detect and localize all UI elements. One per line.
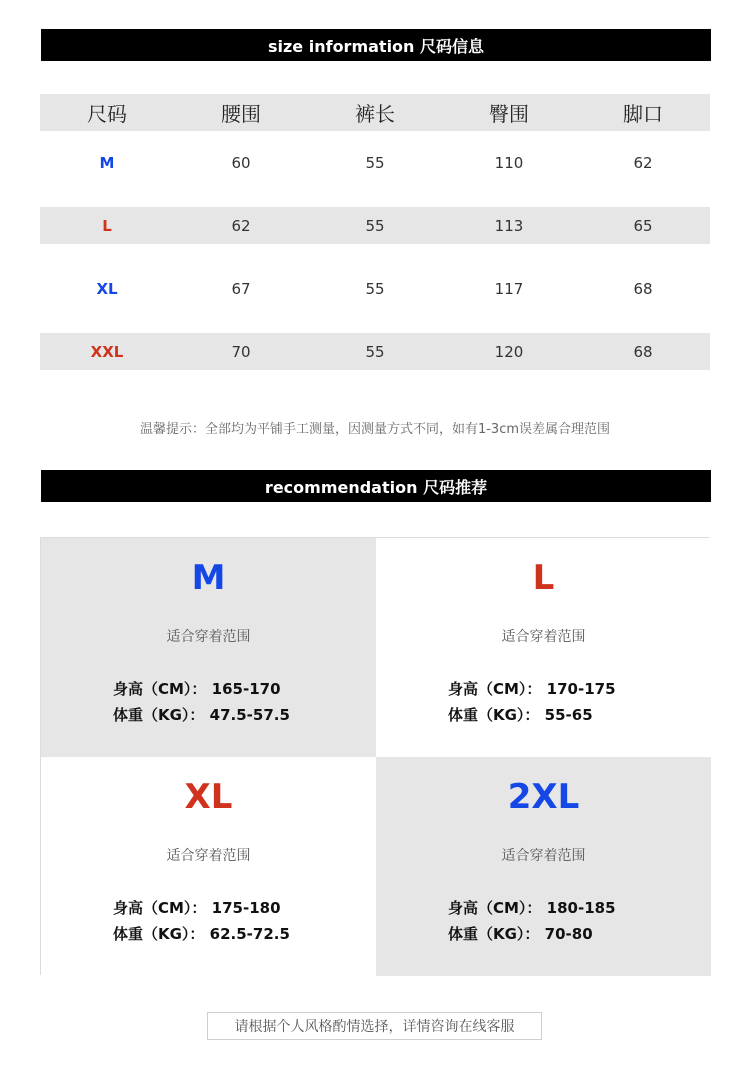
length-cell: 55 bbox=[365, 279, 385, 298]
hem-cell: 65 bbox=[633, 216, 653, 235]
waist-cell: 62 bbox=[231, 216, 251, 235]
hem-cell: 62 bbox=[633, 153, 653, 172]
card-height-range: 身高（CM）： 180-185 bbox=[448, 899, 616, 917]
card-size-label: L bbox=[532, 558, 555, 598]
recommendation-title: recommendation 尺码推荐 bbox=[264, 477, 488, 497]
header-cell-hip: 臀围 bbox=[489, 102, 529, 126]
waist-cell: 67 bbox=[231, 279, 251, 298]
table-header-row bbox=[40, 94, 710, 131]
table-row bbox=[40, 131, 710, 194]
recommend-card-xl bbox=[41, 757, 376, 976]
table-row bbox=[40, 257, 710, 320]
hip-cell: 110 bbox=[494, 153, 524, 172]
card-weight-range: 体重（KG）： 62.5-72.5 bbox=[113, 925, 290, 943]
header-cell-length: 裤长 bbox=[355, 102, 395, 126]
waist-cell: 70 bbox=[231, 342, 251, 361]
footer-advice-text: 请根据个人风格酌情选择，详情咨询在线客服 bbox=[234, 1019, 515, 1035]
length-cell: 55 bbox=[365, 342, 385, 361]
size-table bbox=[40, 94, 710, 383]
card-subtitle: 适合穿着范围 bbox=[166, 848, 251, 864]
length-cell: 55 bbox=[365, 153, 385, 172]
card-height-range: 身高（CM）： 165-170 bbox=[113, 680, 281, 698]
hip-cell: 113 bbox=[494, 216, 524, 235]
size-cell: XXL bbox=[90, 342, 124, 361]
card-height-range: 身高（CM）： 170-175 bbox=[448, 680, 616, 698]
length-cell: 55 bbox=[365, 216, 385, 235]
card-weight-range: 体重（KG）： 70-80 bbox=[448, 925, 593, 943]
size-cell: L bbox=[102, 216, 112, 235]
card-subtitle: 适合穿着范围 bbox=[501, 629, 586, 645]
table-row bbox=[40, 333, 710, 370]
hip-cell: 117 bbox=[494, 279, 524, 298]
card-weight-range: 体重（KG）： 55-65 bbox=[448, 706, 593, 724]
header-cell-waist: 腰围 bbox=[221, 102, 261, 126]
size-information-title: size information 尺码信息 bbox=[267, 36, 485, 56]
table-row bbox=[40, 207, 710, 244]
size-information-banner bbox=[41, 29, 711, 61]
hem-cell: 68 bbox=[633, 342, 653, 361]
recommend-card-l bbox=[376, 538, 711, 757]
recommend-card-2xl bbox=[376, 757, 711, 976]
recommendation-banner bbox=[41, 470, 711, 502]
card-weight-range: 体重（KG）： 47.5-57.5 bbox=[113, 706, 290, 724]
card-size-label: XL bbox=[184, 777, 233, 817]
card-size-label: 2XL bbox=[507, 777, 580, 817]
size-cell: XL bbox=[96, 279, 118, 298]
measurement-note: 温馨提示：全部均为平铺手工测量，因测量方式不同，如有1-3cm误差属合理范围 bbox=[139, 422, 611, 437]
waist-cell: 60 bbox=[231, 153, 251, 172]
card-subtitle: 适合穿着范围 bbox=[501, 848, 586, 864]
card-size-label: M bbox=[191, 558, 226, 598]
footer-advice-box bbox=[207, 1012, 542, 1040]
recommend-card-m bbox=[41, 538, 376, 757]
recommendation-grid bbox=[40, 537, 710, 975]
hip-cell: 120 bbox=[494, 342, 524, 361]
card-subtitle: 适合穿着范围 bbox=[166, 629, 251, 645]
size-cell: M bbox=[99, 153, 115, 172]
hem-cell: 68 bbox=[633, 279, 653, 298]
header-cell-hem: 脚口 bbox=[623, 102, 663, 126]
header-cell-size: 尺码 bbox=[87, 102, 127, 126]
card-height-range: 身高（CM）： 175-180 bbox=[113, 899, 281, 917]
